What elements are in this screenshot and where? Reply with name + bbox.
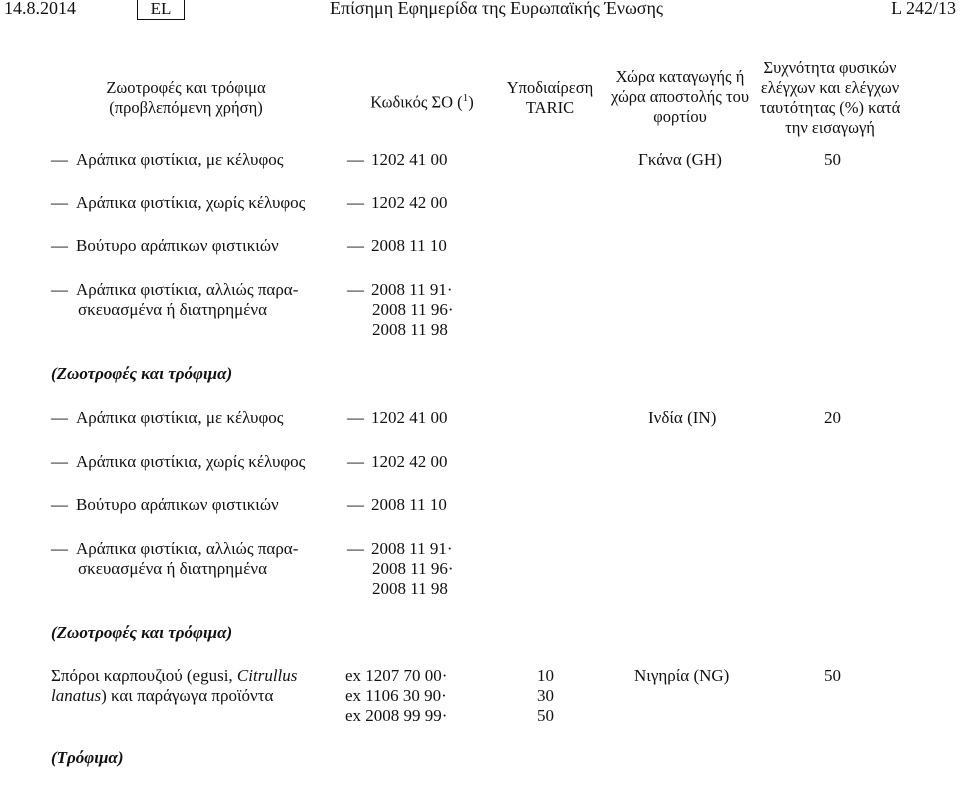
frequency: 50: [824, 666, 841, 685]
cn-code-row: [347, 495, 447, 515]
taric-subdivision: 50: [537, 706, 554, 725]
dash: —: [51, 236, 67, 255]
column-header-origin: [605, 67, 755, 127]
intended-use-group: (Ζωοτροφές και τρόφιμα): [51, 364, 233, 383]
product-row: [51, 408, 325, 428]
product-name: Αράπικα φιστίκια, αλλιώς παρα-: [76, 280, 299, 299]
product-name: ) και παράγωγα προϊόντα: [101, 686, 274, 705]
footnote-marker: 1: [462, 92, 469, 104]
column-header-frequency: [755, 58, 905, 138]
cn-code: 2008 11 96·: [372, 559, 454, 578]
product-line: [51, 666, 325, 686]
product-row: [51, 495, 325, 515]
cn-code-list: [345, 666, 447, 726]
dash: —: [51, 408, 67, 427]
frequency: 50: [824, 150, 841, 169]
cn-code: 2008 11 91·: [371, 280, 453, 299]
dash: —: [51, 280, 67, 299]
column-header-origin-line3: φορτίου: [653, 107, 707, 126]
country: Ινδία (IN): [648, 408, 717, 427]
column-header-taric-line2: TARIC: [525, 98, 575, 117]
cn-code: 2008 11 98: [372, 579, 448, 598]
product-name-continued: σκευασμένα ή διατηρημένα: [78, 559, 268, 578]
frequency: 20: [824, 408, 841, 427]
header-date: 14.8.2014: [4, 0, 76, 18]
product-name: Αράπικα φιστίκια, αλλιώς παρα-: [76, 539, 299, 558]
column-header-cn-code-close: ): [468, 92, 474, 112]
column-header-frequency-line3: ταυτότητας (%) κατά: [759, 98, 901, 117]
product-name: Αράπικα φιστίκια, χωρίς κέλυφος: [76, 452, 306, 471]
product-name: Αράπικα φιστίκια, με κέλυφος: [76, 150, 284, 169]
cn-code: ex 2008 99 99·: [345, 706, 448, 725]
cn-code: 1202 41 00: [371, 408, 448, 427]
product-row: [51, 452, 325, 472]
product-row: [51, 666, 325, 706]
product-name: Σπόροι καρπουζιού (egusi,: [51, 666, 237, 685]
scientific-name: Citrullus: [236, 666, 298, 685]
cn-code-row: [347, 236, 447, 256]
dash: —: [51, 495, 67, 514]
product-name: Βούτυρο αράπικων φιστικιών: [76, 495, 279, 514]
dash: —: [51, 193, 67, 212]
product-row: [51, 150, 325, 170]
column-header-origin-line2: χώρα αποστολής του: [610, 87, 750, 106]
product-row: [51, 280, 325, 320]
journal-title: Επίσημη Εφημερίδα της Ευρωπαϊκής Ένωσης: [330, 0, 664, 18]
product-line: [51, 280, 325, 300]
dash: —: [347, 236, 363, 255]
product-row: [51, 193, 325, 213]
product-name: Αράπικα φιστίκια, χωρίς κέλυφος: [76, 193, 306, 212]
column-header-product: [96, 78, 276, 118]
cn-code-row: [347, 150, 448, 170]
product-name: Βούτυρο αράπικων φιστικιών: [76, 236, 279, 255]
cn-code: ex 1207 70 00·: [345, 666, 448, 685]
dash: —: [347, 495, 363, 514]
product-line: [51, 686, 325, 706]
dash: —: [347, 539, 363, 558]
column-header-frequency-line2: ελέγχων και ελέγχων: [760, 78, 900, 97]
column-header-taric-line1: Υποδιαίρεση: [506, 78, 594, 97]
country: Νιγηρία (NG): [634, 666, 730, 685]
dash: —: [347, 408, 363, 427]
cn-code-row: [347, 452, 448, 472]
product-line: [51, 539, 325, 559]
dash: —: [347, 150, 363, 169]
cn-code: 1202 42 00: [371, 193, 448, 212]
cn-code-list: [372, 559, 454, 599]
dash: —: [347, 280, 363, 299]
product-row: [51, 539, 325, 579]
dash: —: [347, 193, 363, 212]
cn-code-row: [347, 193, 448, 213]
column-header-frequency-line1: Συχνότητα φυσικών: [763, 58, 897, 77]
column-header-taric: [500, 78, 600, 118]
product-name-continued: σκευασμένα ή διατηρημένα: [78, 300, 268, 319]
dash: —: [51, 452, 67, 471]
taric-subdivision: 10: [537, 666, 554, 685]
page-reference: L 242/13: [891, 0, 956, 18]
taric-list: [537, 666, 554, 726]
column-header-product-line1: Ζωοτροφές και τρόφιμα: [106, 78, 266, 97]
dash: —: [51, 150, 67, 169]
cn-code-row: [347, 408, 448, 428]
language-code-box: EL: [137, 0, 185, 20]
intended-use-group: (Ζωοτροφές και τρόφιμα): [51, 623, 233, 642]
column-header-product-line2: (προβλεπόμενη χρήση): [109, 98, 263, 117]
column-header-cn-code-text: Κωδικός ΣΟ (: [370, 92, 463, 112]
cn-code: 1202 42 00: [371, 452, 448, 471]
cn-code-list: [372, 300, 454, 340]
column-header-cn-code: [352, 88, 492, 113]
cn-code-row: [347, 280, 453, 300]
dash: —: [347, 452, 363, 471]
country: Γκάνα (GH): [638, 150, 722, 169]
column-header-origin-line1: Χώρα καταγωγής ή: [615, 67, 745, 86]
dash: —: [51, 539, 67, 558]
cn-code: ex 1106 30 90·: [345, 686, 447, 705]
intended-use-group: (Τρόφιμα): [51, 748, 124, 767]
cn-code-row: [347, 539, 453, 559]
cn-code: 2008 11 10: [371, 236, 447, 255]
column-header-frequency-line4: την εισαγωγή: [785, 118, 875, 137]
taric-subdivision: 30: [537, 686, 554, 705]
cn-code: 2008 11 91·: [371, 539, 453, 558]
cn-code: 2008 11 98: [372, 320, 448, 339]
cn-code: 2008 11 96·: [372, 300, 454, 319]
cn-code: 1202 41 00: [371, 150, 448, 169]
cn-code: 2008 11 10: [371, 495, 447, 514]
product-row: [51, 236, 325, 256]
scientific-name: lanatus: [51, 686, 102, 705]
product-name: Αράπικα φιστίκια, με κέλυφος: [76, 408, 284, 427]
